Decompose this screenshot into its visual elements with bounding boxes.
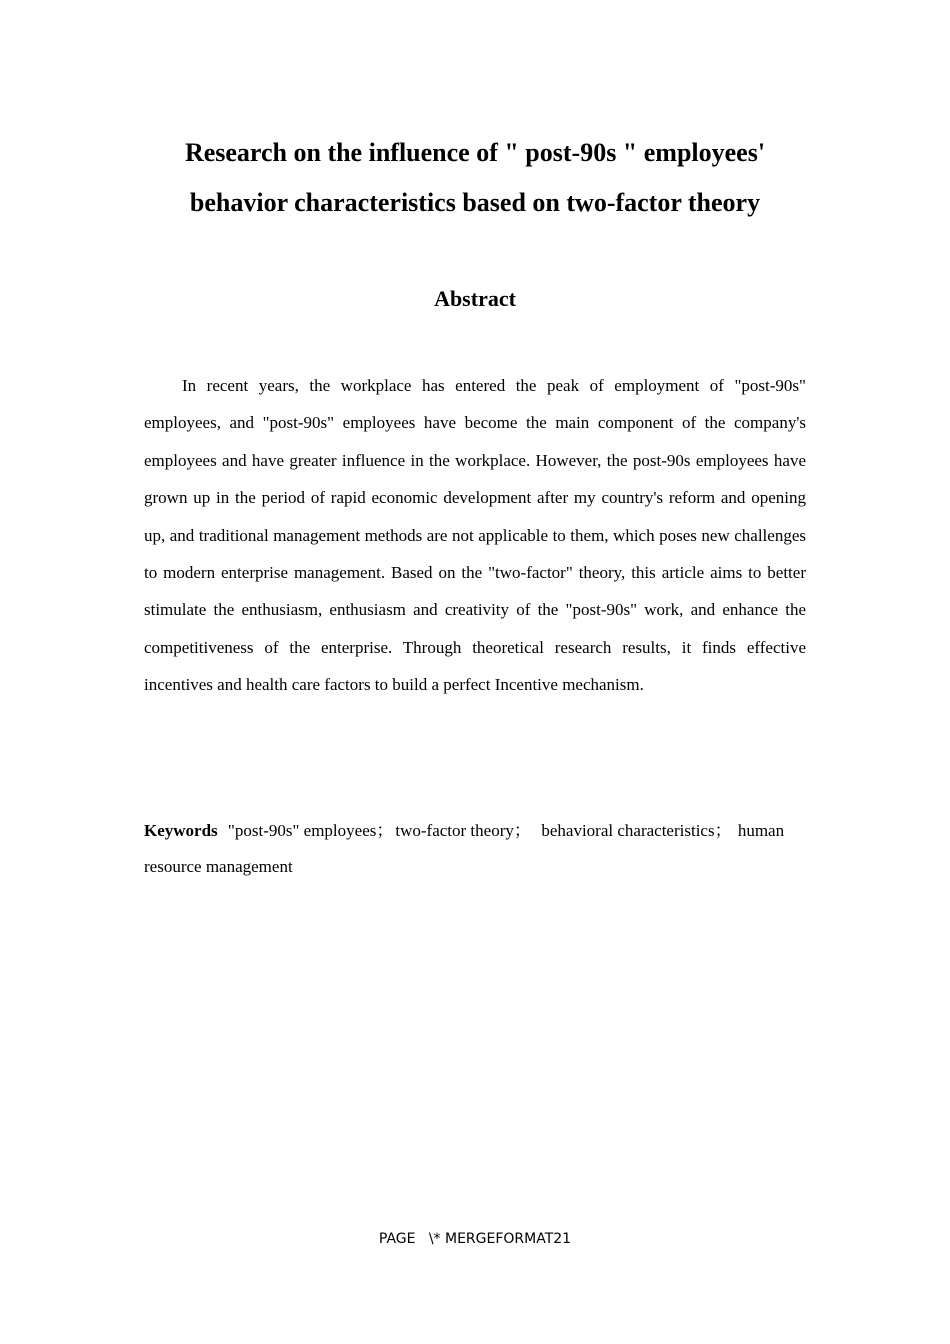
keywords-label: Keywords	[144, 821, 218, 840]
abstract-heading: Abstract	[434, 286, 516, 311]
keyword-item: two-factor theory；	[395, 821, 531, 840]
keyword-item: human resource management	[144, 821, 785, 876]
abstract-paragraph: In recent years, the workplace has entered the peak of employment of "post-90s" employees, and "post-90s" employees have become the main component of the company's employees and have greater influence in the workplace. However, the post-90s employees have grown up in the period of rapid economic development after my country's reform and opening up, and traditional management methods are not applicable to them, which poses new challenges to modern enterprise management. Based on the "two-factor" theory, this article aims to better stimulate the enthusiasm, enthusiasm and creativity of the "post-90s" work, and enhance the competitiveness of the enterprise. Through theoretical research results, it finds effective incentives and health care factors to build a perfect Incentive mechanism.	[144, 376, 806, 695]
page-footer-field: PAGE \* MERGEFORMAT21	[378, 1231, 572, 1247]
title-line-1: Research on the influence of " post-90s " employees'	[184, 138, 766, 167]
document-title	[100, 128, 850, 228]
keywords-section	[144, 813, 806, 885]
title-line-2: behavior characteristics based on two-factor theory	[189, 188, 761, 217]
keyword-item: behavioral characteristics；	[532, 821, 732, 840]
keyword-item: "post-90s" employees；	[227, 821, 394, 840]
